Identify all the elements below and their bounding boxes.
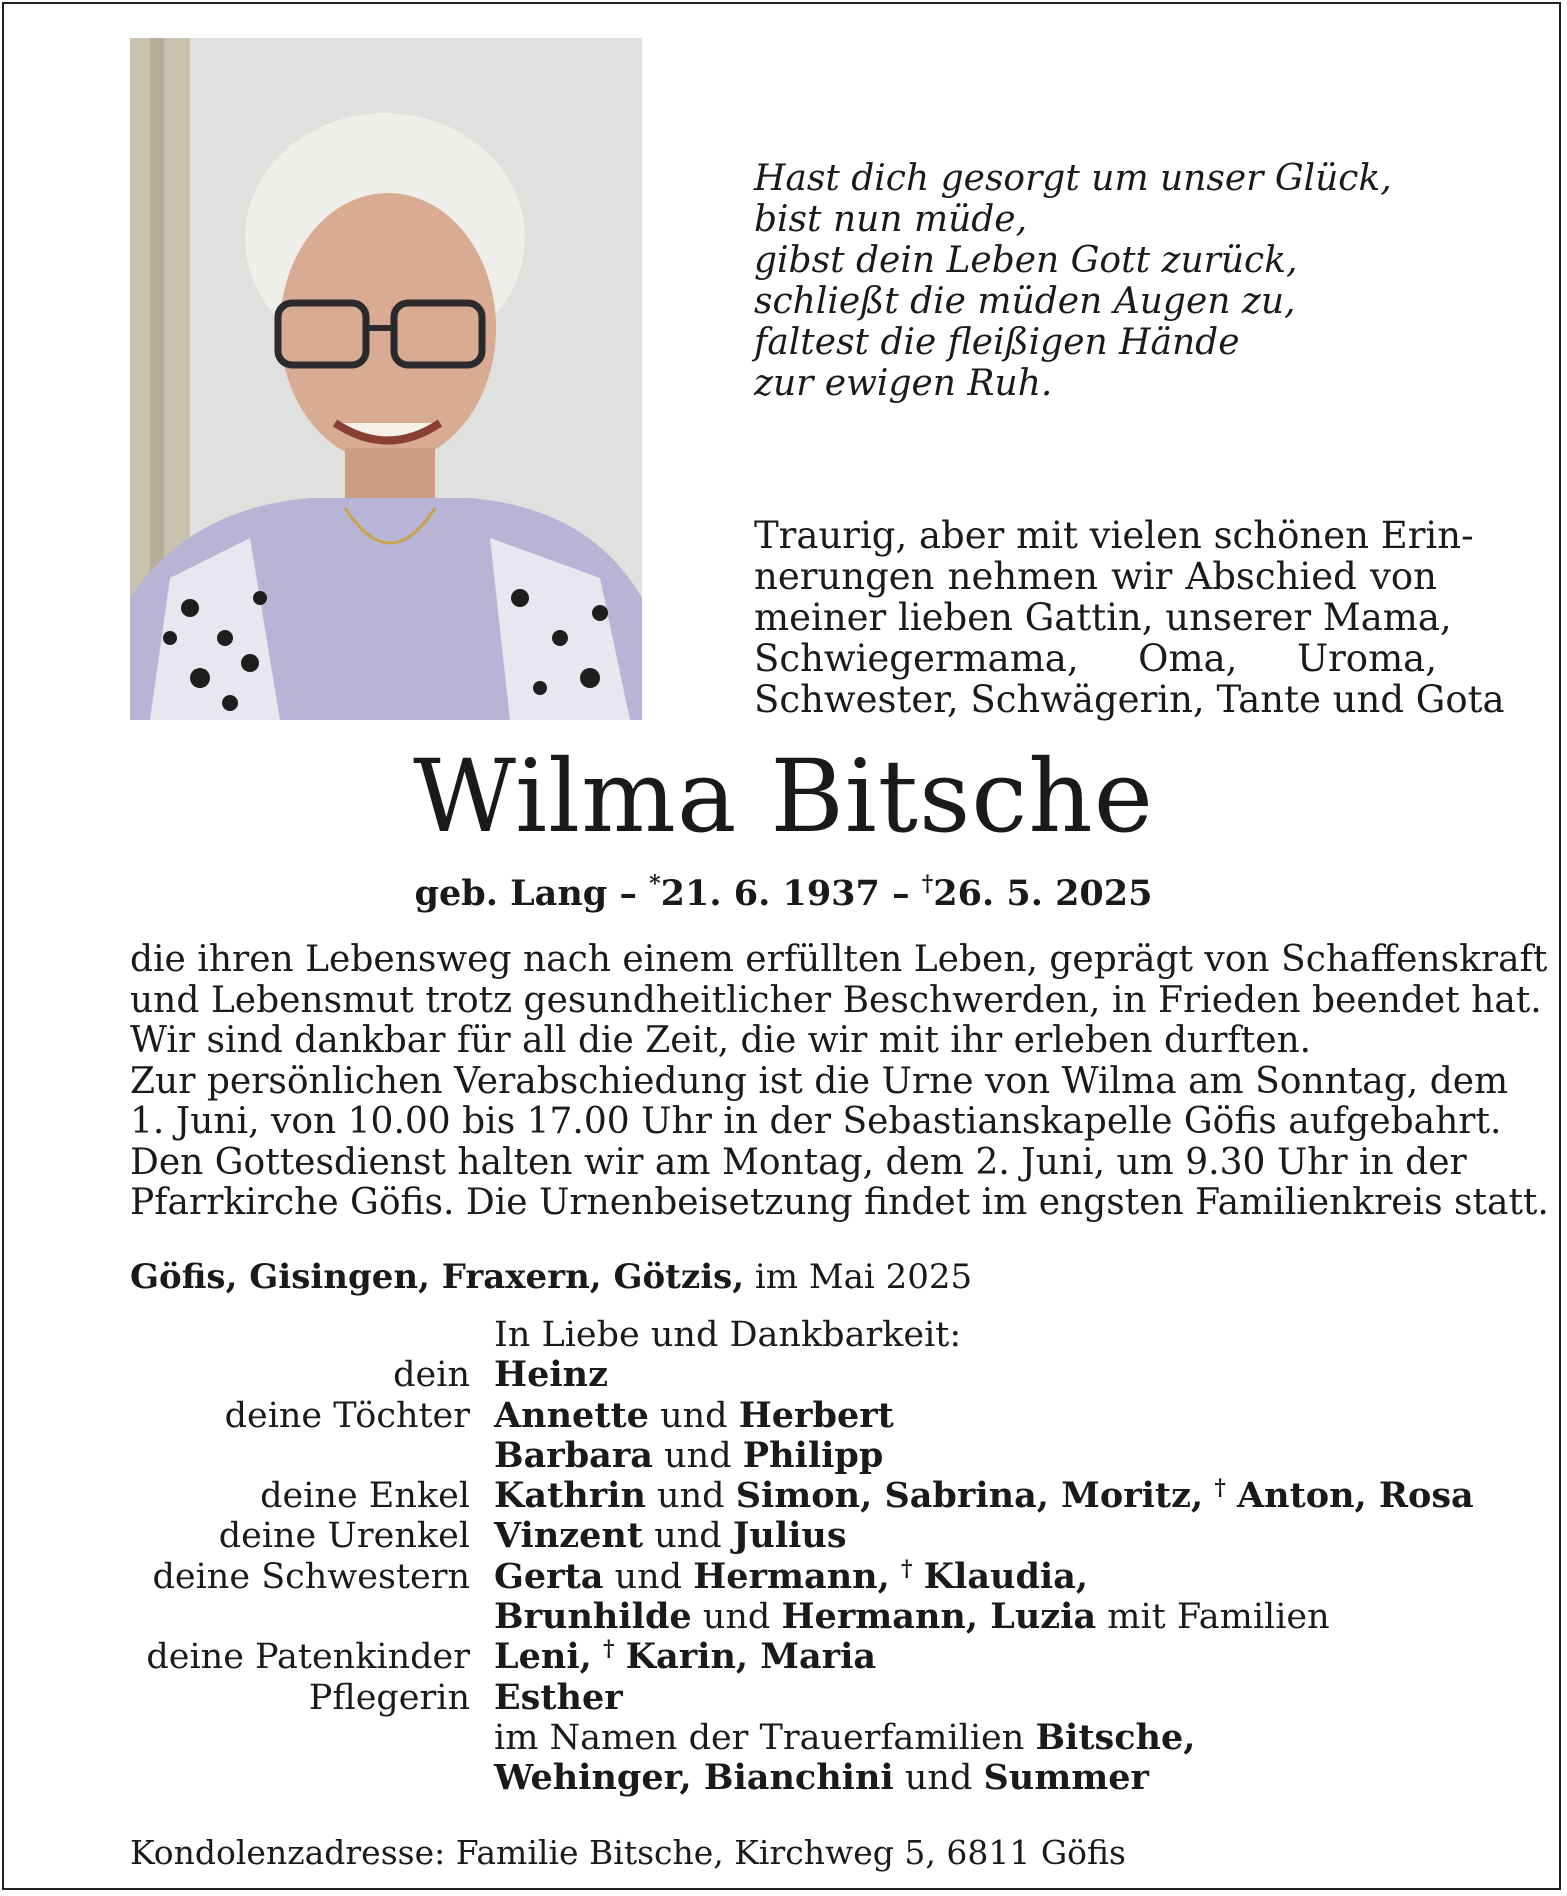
poem-line: faltest die fleißigen Hände	[754, 322, 1240, 363]
signature-row	[130, 1436, 1450, 1476]
conjunction: und	[664, 1435, 732, 1476]
body-line: die ihren Lebensweg nach einem erfüllten Leben, geprägt von Schaffenskraft	[130, 939, 1548, 980]
signer-name: Gerta	[494, 1555, 604, 1597]
signer-name: Julius	[732, 1515, 847, 1557]
poem-line: bist nun müde,	[754, 199, 1028, 240]
intro-line: Schwiegermama, Oma, Uroma,	[754, 637, 1437, 680]
dagger-symbol: †	[900, 1555, 913, 1582]
death-date: 26. 5. 2025	[933, 873, 1153, 914]
intro-line: nerungen nehmen wir Abschied von	[754, 555, 1437, 598]
body-line: 1. Juni, von 10.00 bis 17.00 Uhr in der Sebastianskapelle Göfis aufgebahrt.	[130, 1101, 1502, 1142]
signer-name: Heinz	[494, 1354, 608, 1396]
suffix: mit Familien	[1107, 1597, 1330, 1638]
signer-name: Hermann,	[693, 1555, 890, 1597]
signature-row	[130, 1597, 1450, 1637]
signer-name: Simon, Sabrina, Moritz,	[735, 1475, 1204, 1517]
body-line: Den Gottesdienst halten wir am Montag, dem 2. Juni, um 9.30 Uhr in der	[130, 1141, 1467, 1183]
intro-line: meiner lieben Gattin, unserer Mama,	[754, 596, 1452, 639]
relation: deine Urenkel	[218, 1516, 470, 1557]
intro-text	[754, 514, 1505, 721]
signer-name: Leni,	[494, 1636, 592, 1678]
dagger-symbol: †	[602, 1636, 615, 1663]
signer-name: Annette	[494, 1394, 649, 1436]
dagger-symbol: †	[1214, 1475, 1226, 1502]
signer-name: Bitsche,	[1035, 1716, 1196, 1758]
poem-line: gibst dein Leben Gott zurück,	[754, 240, 1298, 281]
relation: Pflegerin	[308, 1677, 470, 1718]
relation: deine Patenkinder	[146, 1637, 470, 1678]
places: Göfis, Gisingen, Fraxern, Götzis,	[130, 1257, 745, 1297]
separator: –	[892, 873, 910, 914]
intro-line: Traurig, aber mit vielen schönen Erin-	[754, 514, 1474, 557]
condolence-address: Kondolenzadresse: Familie Bitsche, Kirchweg 5, 6811 Göfis	[130, 1833, 1126, 1872]
signature-row	[130, 1678, 1450, 1718]
families-prefix: im Namen der Trauerfamilien	[494, 1717, 1025, 1758]
signature-row	[130, 1557, 1450, 1597]
signature-row	[130, 1718, 1450, 1758]
intro-line: Schwester, Schwägerin, Tante und Gota	[754, 678, 1505, 721]
signature-row	[130, 1396, 1450, 1436]
poem-line: zur ewigen Ruh.	[754, 363, 1053, 404]
conjunction: und	[614, 1556, 683, 1597]
signer-name: Esther	[494, 1676, 623, 1718]
death-symbol: †	[921, 871, 934, 897]
body-line: und Lebensmut trotz gesundheitlicher Beschwerden, in Frieden beendet hat.	[130, 979, 1542, 1021]
relation: dein	[393, 1355, 470, 1396]
birth-death-dates	[0, 872, 1567, 916]
signature-row	[130, 1758, 1450, 1798]
deceased-name: Wilma Bitsche	[413, 738, 1154, 855]
conjunction: und	[904, 1758, 973, 1799]
signer-name: Philipp	[742, 1434, 884, 1476]
signature-row	[130, 1516, 1450, 1556]
signer-name: Klaudia,	[923, 1555, 1089, 1597]
separator: –	[619, 873, 637, 914]
relation: deine Enkel	[260, 1476, 470, 1517]
signer-name: Barbara	[494, 1434, 653, 1476]
conjunction: und	[654, 1516, 722, 1557]
poem-line: Hast dich gesorgt um unser Glück,	[754, 158, 1392, 199]
portrait-illustration	[130, 38, 642, 720]
signer-name: Vinzent	[494, 1515, 644, 1557]
month-year: im Mai 2025	[754, 1257, 973, 1297]
announcement-body	[130, 939, 1549, 1224]
body-line: Pfarrkirche Göfis. Die Urnenbeisetzung findet im engsten Familienkreis statt.	[130, 1182, 1549, 1223]
signer-name: Summer	[983, 1757, 1149, 1799]
portrait-photo	[130, 38, 642, 720]
relation: deine Töchter	[224, 1395, 470, 1436]
signature-row	[130, 1637, 1450, 1677]
conjunction: und	[657, 1476, 725, 1517]
relation: deine Schwestern	[152, 1556, 470, 1597]
signer-name: Brunhilde	[494, 1596, 692, 1638]
birth-symbol: *	[649, 871, 661, 897]
body-line: Zur persönlichen Verabschiedung ist die Urne von Wilma am Sonntag, dem	[130, 1060, 1509, 1102]
signatures	[130, 1315, 1474, 1799]
poem	[754, 158, 1392, 404]
body-line: Wir sind dankbar für all die Zeit, die wir mit ihr erleben durften.	[130, 1020, 1312, 1061]
signature-row	[130, 1355, 1450, 1395]
signer-name: Hermann, Luzia	[781, 1596, 1097, 1638]
conjunction: und	[702, 1597, 771, 1638]
poem-line: schließt die müden Augen zu,	[754, 281, 1296, 322]
maiden-name: geb. Lang	[414, 873, 608, 914]
signature-row	[130, 1475, 1474, 1517]
signer-name: Herbert	[738, 1394, 894, 1436]
signer-name: Wehinger, Bianchini	[494, 1757, 894, 1799]
conjunction: und	[660, 1395, 728, 1436]
signer-name: Karin, Maria	[625, 1636, 877, 1678]
signatures-heading: In Liebe und Dankbarkeit:	[494, 1315, 962, 1355]
birth-date: 21. 6. 1937	[660, 873, 880, 914]
signer-name: Kathrin	[494, 1475, 646, 1517]
signer-name: Anton, Rosa	[1236, 1475, 1474, 1517]
place-date	[130, 1257, 972, 1297]
